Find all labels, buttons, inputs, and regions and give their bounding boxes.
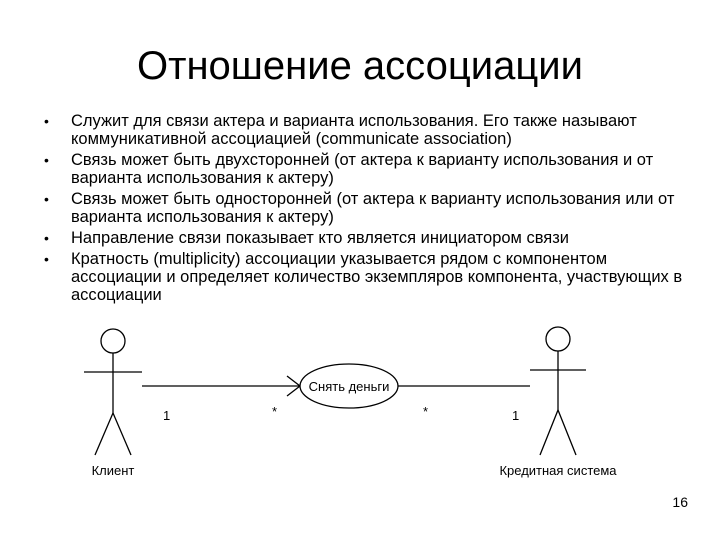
bullet-dot: • — [44, 152, 49, 168]
slide-title: Отношение ассоциации — [137, 44, 583, 88]
bullet-dot: • — [44, 230, 49, 246]
multiplicity-right-usecase: * — [423, 404, 429, 419]
multiplicity-right-actor: 1 — [512, 408, 520, 423]
actor-head — [101, 329, 125, 353]
actor-left-leg — [540, 410, 558, 455]
bullet-text: Связь может быть односторонней (от актера к варианту использования или от варианта использования к актеру) — [71, 190, 675, 226]
actor-right-leg — [113, 413, 131, 455]
multiplicity-left-usecase: * — [272, 404, 278, 419]
multiplicity-left-actor: 1 — [163, 408, 171, 423]
bullet-dot: • — [44, 251, 49, 267]
bullet-dot: • — [44, 191, 49, 207]
bullet-dot: • — [44, 113, 49, 129]
bullet-text: Связь может быть двухсторонней (от актера к варианту использования и от варианта использования к актеру) — [71, 151, 654, 187]
actor-client-figure — [84, 329, 142, 455]
actor-credit-system-figure — [530, 327, 586, 455]
actor-right-leg — [558, 410, 576, 455]
actor-client-label: Клиент — [91, 463, 135, 478]
bullet-text: Направление связи показывает кто является инициатором связи — [71, 229, 570, 247]
actor-left-leg — [95, 413, 113, 455]
bullet-text: Служит для связи актера и варианта использования. Его также называют коммуникативной ассоциацией (communicate association) — [71, 112, 637, 148]
use-case-label: Снять деньги — [308, 379, 390, 394]
actor-credit-system-label: Кредитная система — [499, 463, 617, 478]
slide-number: 16 — [672, 494, 688, 510]
actor-head — [546, 327, 570, 351]
bullet-text: Кратность (multiplicity) ассоциации указывается рядом с компонентом ассоциации и определяет количество экземпляров компонента, участвующих в ассоциации — [71, 250, 683, 304]
